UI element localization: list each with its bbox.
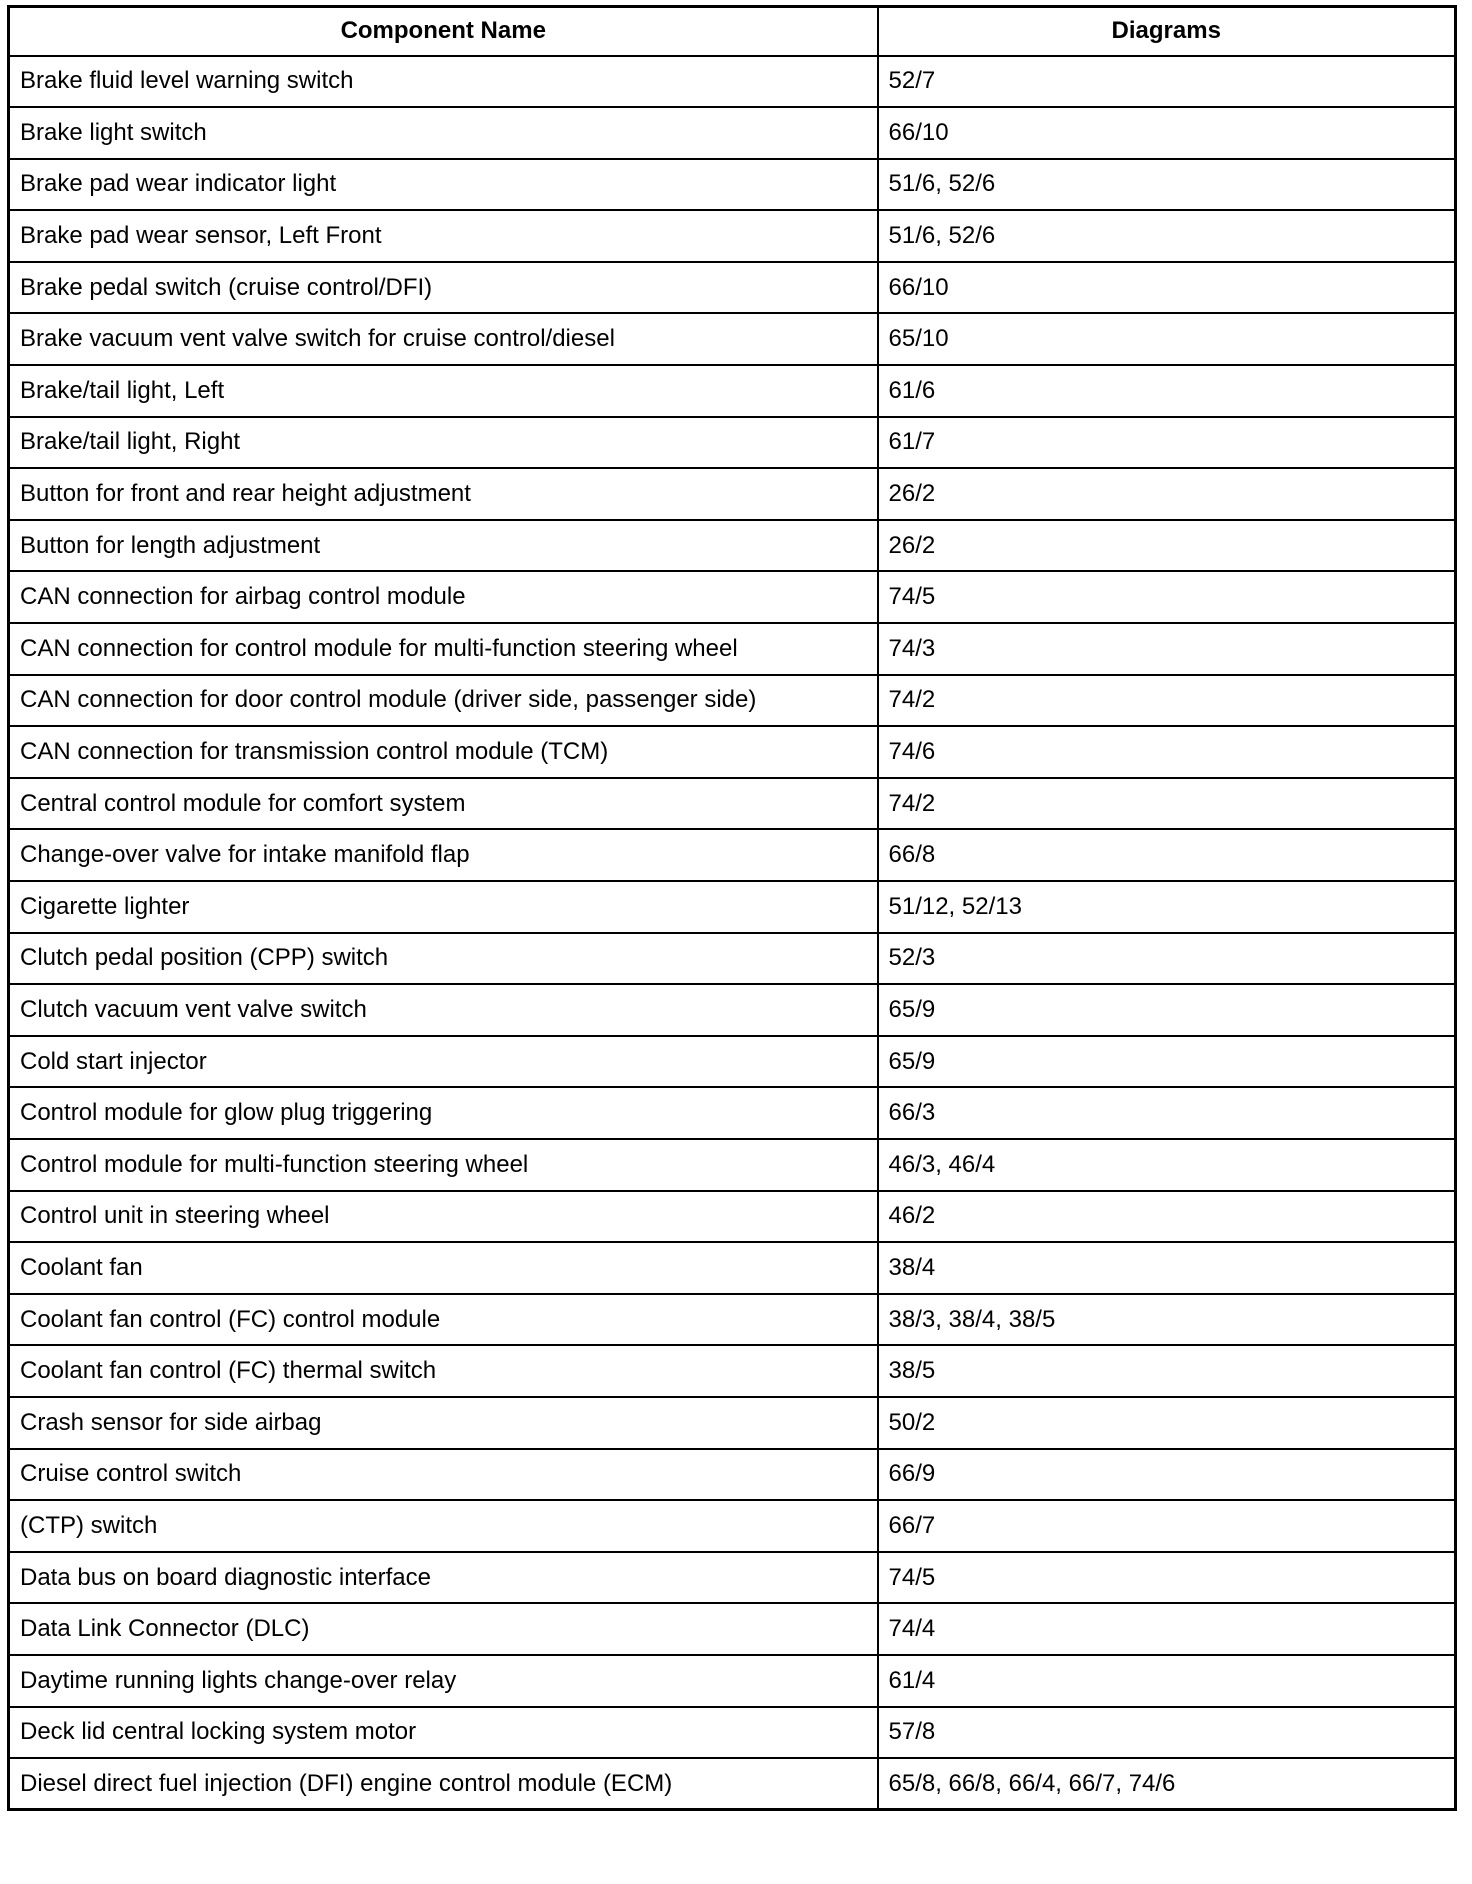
diagrams-cell: 52/3 xyxy=(878,933,1456,985)
table-row xyxy=(9,1191,1456,1243)
diagrams-cell: 61/7 xyxy=(878,417,1456,469)
table-row xyxy=(9,623,1456,675)
table-row xyxy=(9,159,1456,211)
component-name-cell: Coolant fan xyxy=(9,1242,878,1294)
component-name-cell: Clutch pedal position (CPP) switch xyxy=(9,933,878,985)
component-name-cell: Data bus on board diagnostic interface xyxy=(9,1552,878,1604)
table-row xyxy=(9,984,1456,1036)
component-name-cell: Brake pad wear sensor, Left Front xyxy=(9,210,878,262)
component-name-cell: Button for front and rear height adjustment xyxy=(9,468,878,520)
component-name-cell: (CTP) switch xyxy=(9,1500,878,1552)
table-row xyxy=(9,1552,1456,1604)
diagrams-cell: 66/3 xyxy=(878,1087,1456,1139)
component-name-cell: Coolant fan control (FC) thermal switch xyxy=(9,1345,878,1397)
component-name-cell: Daytime running lights change-over relay xyxy=(9,1655,878,1707)
component-name-cell: CAN connection for airbag control module xyxy=(9,571,878,623)
component-name-cell: Change-over valve for intake manifold flap xyxy=(9,829,878,881)
diagrams-cell: 66/8 xyxy=(878,829,1456,881)
component-name-cell: Cigarette lighter xyxy=(9,881,878,933)
diagrams-cell: 38/5 xyxy=(878,1345,1456,1397)
table-row xyxy=(9,56,1456,108)
diagrams-cell: 66/10 xyxy=(878,262,1456,314)
component-name-cell: Brake pad wear indicator light xyxy=(9,159,878,211)
table-row xyxy=(9,1087,1456,1139)
component-name-cell: Brake fluid level warning switch xyxy=(9,56,878,108)
diagrams-cell: 26/2 xyxy=(878,520,1456,572)
table-row xyxy=(9,1294,1456,1346)
component-diagram-table xyxy=(7,5,1457,1811)
component-name-cell: Deck lid central locking system motor xyxy=(9,1707,878,1759)
diagrams-cell: 51/6, 52/6 xyxy=(878,210,1456,262)
component-name-cell: Cruise control switch xyxy=(9,1449,878,1501)
component-name-cell: Clutch vacuum vent valve switch xyxy=(9,984,878,1036)
diagrams-cell: 74/5 xyxy=(878,571,1456,623)
diagrams-cell: 65/9 xyxy=(878,984,1456,1036)
component-name-cell: Button for length adjustment xyxy=(9,520,878,572)
diagrams-cell: 26/2 xyxy=(878,468,1456,520)
table-row xyxy=(9,262,1456,314)
diagrams-cell: 46/2 xyxy=(878,1191,1456,1243)
diagrams-cell: 65/8, 66/8, 66/4, 66/7, 74/6 xyxy=(878,1758,1456,1810)
diagrams-cell: 66/9 xyxy=(878,1449,1456,1501)
component-name-cell: Control module for multi-function steering wheel xyxy=(9,1139,878,1191)
table-row xyxy=(9,1139,1456,1191)
component-name-cell: Data Link Connector (DLC) xyxy=(9,1603,878,1655)
table-row xyxy=(9,1345,1456,1397)
diagrams-cell: 38/3, 38/4, 38/5 xyxy=(878,1294,1456,1346)
diagrams-cell: 51/6, 52/6 xyxy=(878,159,1456,211)
component-name-cell: Cold start injector xyxy=(9,1036,878,1088)
table-row xyxy=(9,1449,1456,1501)
table-row xyxy=(9,675,1456,727)
diagrams-cell: 61/6 xyxy=(878,365,1456,417)
component-name-cell: CAN connection for door control module (driver side, passenger side) xyxy=(9,675,878,727)
component-name-cell: Brake vacuum vent valve switch for cruise control/diesel xyxy=(9,313,878,365)
diagrams-cell: 46/3, 46/4 xyxy=(878,1139,1456,1191)
table-row xyxy=(9,1397,1456,1449)
diagrams-cell: 74/5 xyxy=(878,1552,1456,1604)
table-row xyxy=(9,881,1456,933)
diagrams-cell: 74/3 xyxy=(878,623,1456,675)
table-row xyxy=(9,365,1456,417)
diagrams-cell: 74/2 xyxy=(878,675,1456,727)
component-name-cell: Control unit in steering wheel xyxy=(9,1191,878,1243)
component-name-cell: Coolant fan control (FC) control module xyxy=(9,1294,878,1346)
component-name-cell: Brake/tail light, Right xyxy=(9,417,878,469)
table-row xyxy=(9,1242,1456,1294)
diagrams-cell: 52/7 xyxy=(878,56,1456,108)
table-row xyxy=(9,468,1456,520)
diagrams-cell: 66/7 xyxy=(878,1500,1456,1552)
column-header-diagrams: Diagrams xyxy=(878,7,1456,56)
table-row xyxy=(9,1655,1456,1707)
table-row xyxy=(9,313,1456,365)
component-name-cell: Crash sensor for side airbag xyxy=(9,1397,878,1449)
diagrams-cell: 51/12, 52/13 xyxy=(878,881,1456,933)
table-row xyxy=(9,417,1456,469)
table-header-row xyxy=(9,7,1456,56)
diagrams-cell: 66/10 xyxy=(878,107,1456,159)
diagrams-cell: 74/4 xyxy=(878,1603,1456,1655)
diagrams-cell: 57/8 xyxy=(878,1707,1456,1759)
diagrams-cell: 74/6 xyxy=(878,726,1456,778)
table-row xyxy=(9,520,1456,572)
table-row xyxy=(9,829,1456,881)
table-row xyxy=(9,571,1456,623)
column-header-component-name: Component Name xyxy=(9,7,878,56)
component-name-cell: Brake/tail light, Left xyxy=(9,365,878,417)
diagrams-cell: 50/2 xyxy=(878,1397,1456,1449)
component-name-cell: Brake pedal switch (cruise control/DFI) xyxy=(9,262,878,314)
component-table-container xyxy=(7,5,1454,1811)
component-name-cell: Central control module for comfort system xyxy=(9,778,878,830)
table-row xyxy=(9,778,1456,830)
table-row xyxy=(9,1707,1456,1759)
table-body xyxy=(9,56,1456,1810)
component-name-cell: Brake light switch xyxy=(9,107,878,159)
component-name-cell: CAN connection for transmission control module (TCM) xyxy=(9,726,878,778)
component-name-cell: Diesel direct fuel injection (DFI) engine control module (ECM) xyxy=(9,1758,878,1810)
table-row xyxy=(9,1603,1456,1655)
diagrams-cell: 38/4 xyxy=(878,1242,1456,1294)
diagrams-cell: 65/10 xyxy=(878,313,1456,365)
table-row xyxy=(9,107,1456,159)
table-row xyxy=(9,726,1456,778)
diagrams-cell: 65/9 xyxy=(878,1036,1456,1088)
diagrams-cell: 61/4 xyxy=(878,1655,1456,1707)
table-row xyxy=(9,210,1456,262)
component-name-cell: Control module for glow plug triggering xyxy=(9,1087,878,1139)
table-row xyxy=(9,1758,1456,1810)
table-row xyxy=(9,1500,1456,1552)
component-name-cell: CAN connection for control module for multi-function steering wheel xyxy=(9,623,878,675)
table-row xyxy=(9,933,1456,985)
diagrams-cell: 74/2 xyxy=(878,778,1456,830)
table-row xyxy=(9,1036,1456,1088)
